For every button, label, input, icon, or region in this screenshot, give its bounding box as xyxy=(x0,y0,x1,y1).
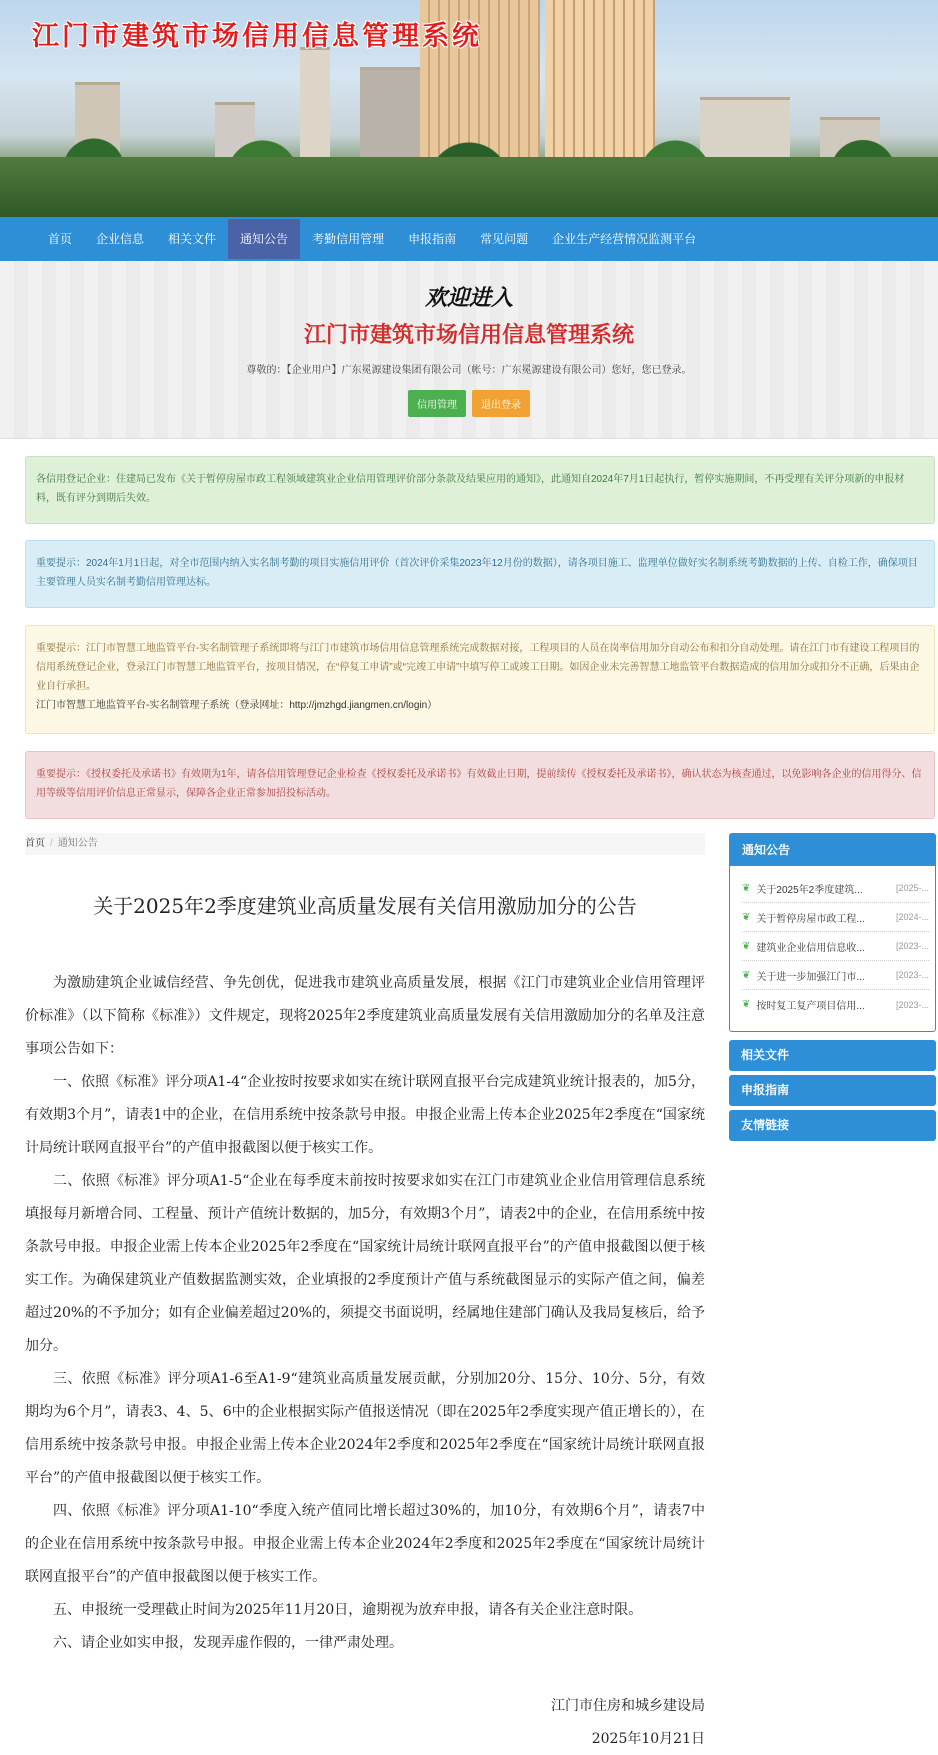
nav-application-guide[interactable]: 申报指南 xyxy=(408,232,457,246)
article xyxy=(25,870,705,1755)
sidebar-notice-text: 关于2025年2季度建筑... xyxy=(756,884,863,896)
main-nav xyxy=(0,217,938,261)
sidebar-notice-item[interactable] xyxy=(742,961,929,990)
header-banner xyxy=(0,0,938,217)
sidebar-notice-text: 建筑业企业信用信息收... xyxy=(756,942,865,954)
nav-faq[interactable]: 常见问题 xyxy=(480,232,529,246)
sidebar-related-files[interactable]: 相关文件 xyxy=(729,1040,936,1071)
article-paragraph: 六、请企业如实申报，发现弄虚作假的，一律严肃处理。 xyxy=(53,1635,403,1651)
article-title: 关于2025年2季度建筑业高质量发展有关信用激励加分的公告 xyxy=(93,894,637,918)
breadcrumb-home[interactable]: 首页 xyxy=(25,838,45,849)
leaf-icon: ❦ xyxy=(742,882,751,894)
system-name: 江门市建筑市场信用信息管理系统 xyxy=(303,322,634,347)
article-paragraph: 二、依照《标准》评分项A1-5“企业在每季度末前按时按要求如实在江门市建筑业企业信用管理信息系统填报每月新增合同、工程量、预计产值统计数据的，加5分，有效期3个月”，请表2中的企业，在信用系统中按条款号申报。申报企业需上传本企业2025年2季度在“国家统计局统计联网直报平台”的产值申报截图以便于核实工作。为确保建筑业产值数据监测实效，企业填报的2季度预计产值与系统截图显示的实际产值之间，偏差超过20%的不予加分；如有企业偏差超过20%的，须提交书面说明，经属地住建部门确认及我局复核后，给予加分。 xyxy=(25,1173,705,1354)
leaf-icon: ❦ xyxy=(742,969,751,981)
smart-site-login-link[interactable]: 江门市智慧工地监管平台-实名制管理子系统（登录网址：http://jmzhgd.jiangmen.cn/login） xyxy=(36,700,438,711)
sidebar-notice-list xyxy=(730,866,935,1019)
breadcrumb-separator: / xyxy=(50,838,53,849)
sidebar-notice-item[interactable] xyxy=(742,903,929,932)
sidebar-notice-text: 关于暂停房屋市政工程... xyxy=(756,913,865,925)
notice-alert-red: 重要提示：《授权委托及承诺书》有效期为1年，请各信用管理登记企业检查《授权委托及承诺书》有效截止日期，提前续传《授权委托及承诺书》，确认状态为核查通过，以免影响各企业的信用得分、信用等级等信用评价信息正常显示，保障各企业正常参加招投标活动。 xyxy=(25,751,935,819)
article-paragraph: 一、依照《标准》评分项A1-4“企业按时按要求如实在统计联网直报平台完成建筑业统计报表的，加5分，有效期3个月”，请表1中的企业，在信用系统中按条款号申报。申报企业需上传本企业2025年2季度在“国家统计局统计联网直报平台”的产值申报截图以便于核实工作。 xyxy=(25,1074,705,1156)
sidebar-notice-date: [2025-... xyxy=(895,883,929,893)
nav-related-files[interactable]: 相关文件 xyxy=(168,232,217,246)
welcome-heading: 欢迎进入 xyxy=(424,285,513,310)
sidebar-notice-date: [2023-... xyxy=(895,999,929,1010)
sidebar-notice-item[interactable] xyxy=(742,932,929,961)
login-greeting: 尊敬的：【企业用户】广东冕源建设集团有限公司（帐号：广东冕源建设有限公司）您好，您已登录。 xyxy=(246,365,692,376)
article-paragraph: 五、申报统一受理截止时间为2025年11月20日，逾期视为放弃申报，请各有关企业注意时限。 xyxy=(53,1602,643,1618)
logout-button[interactable]: 退出登录 xyxy=(472,390,530,417)
nav-home[interactable]: 首页 xyxy=(48,232,73,246)
sidebar-notice-panel xyxy=(729,833,936,1032)
notice-alert-green: 各信用登记企业：住建局已发布《关于暂停房屋市政工程领域建筑业企业信用管理评价部分条款及结果应用的通知》，此通知自2024年7月1日起执行，暂停实施期间，不再受理有关评分项新的申报材料，既有评分到期后失效。 xyxy=(25,456,935,524)
leaf-icon: ❦ xyxy=(742,999,751,1010)
article-signature: 江门市住房和城乡建设局 xyxy=(551,1698,705,1714)
nav-enterprise-info[interactable]: 企业信息 xyxy=(96,232,145,246)
sidebar-notice-date: [2023-... xyxy=(895,970,929,980)
article-paragraph: 为激励建筑企业诚信经营、争先创优，促进我市建筑业高质量发展，根据《江门市建筑业企业信用管理评价标准》（以下简称《标准》）文件规定，现将2025年2季度建筑业高质量发展有关信用激励加分的名单及注意事项公告如下： xyxy=(25,975,705,1057)
sidebar-notice-item[interactable] xyxy=(742,990,929,1019)
notice-alert-yellow xyxy=(25,625,935,734)
sidebar-notice-date: [2024-... xyxy=(895,912,929,922)
breadcrumb-current: 通知公告 xyxy=(57,838,98,849)
welcome-panel xyxy=(0,261,938,439)
article-paragraph: 四、依照《标准》评分项A1-10“季度入统产值同比增长超过30%的，加10分，有效期6个月”，请表7中的企业在信用系统中按条款号申报。申报企业需上传本企业2024年2季度和2025年2季度在“国家统计局统计联网直报平台”的产值申报截图以便于核实工作。 xyxy=(25,1503,705,1585)
leaf-icon: ❦ xyxy=(742,911,751,923)
sidebar-notice-text: 关于进一步加强江门市... xyxy=(756,971,865,983)
sidebar-notice-date: [2023-... xyxy=(895,941,929,951)
banner-ground xyxy=(0,157,938,217)
nav-notices[interactable]: 通知公告 xyxy=(228,219,300,259)
nav-attendance-credit[interactable]: 考勤信用管理 xyxy=(312,232,385,246)
welcome-buttons xyxy=(0,390,938,417)
article-paragraph: 三、依照《标准》评分项A1-6至A1-9“建筑业高质量发展贡献，分别加20分、15分、10分、5分，有效期均为6个月”，请表3、4、5、6中的企业根据实际产值报送情况（即在2025年2季度实现产值正增长的），在信用系统中按条款号申报。申报企业需上传本企业2024年2季度和2025年2季度在“国家统计局统计联网直报平台”的产值申报截图以便于核实工作。 xyxy=(25,1371,705,1486)
sidebar-notice-title[interactable]: 通知公告 xyxy=(730,834,935,866)
sidebar-friendly-links[interactable]: 友情链接 xyxy=(729,1110,936,1141)
notice-alert-blue: 重要提示：2024年1月1日起，对全市范围内纳入实名制考勤的项目实施信用评价（首次评价采集2023年12月份的数据），请各项目施工、监理单位做好实名制系统考勤数据的上传、自检工作，确保项目主要管理人员实名制考勤信用管理达标。 xyxy=(25,540,935,608)
nav-monitoring-platform[interactable]: 企业生产经营情况监测平台 xyxy=(552,232,697,246)
sidebar-application-guide[interactable]: 申报指南 xyxy=(729,1075,936,1106)
notice-yellow-text: 重要提示：江门市智慧工地监管平台-实名制管理子系统即将与江门市建筑市场信用信息管理系统完成数据对接，工程项目的人员在岗率信用加分自动公布和扣分自动处理。请在江门市有建设工程项目的信用系统登记企业，登录江门市智慧工地监管平台，按项目情况，在“停复工申请”或“完竣工申请”中填写停工或竣工日期。如因企业未完善智慧工地监管平台数据造成的信用加分或扣分不正确，后果由企业自行承担。 xyxy=(36,643,920,692)
breadcrumb xyxy=(25,833,705,855)
article-date: 2025年10月21日 xyxy=(591,1731,705,1747)
leaf-icon: ❦ xyxy=(742,940,751,952)
article-body xyxy=(25,967,705,1660)
site-title: 江门市建筑市场信用信息管理系统 xyxy=(32,21,482,52)
sidebar-notice-text: 按时复工复产项目信用... xyxy=(756,1001,865,1012)
credit-management-button[interactable]: 信用管理 xyxy=(408,390,466,417)
sidebar-notice-item[interactable] xyxy=(742,874,929,903)
